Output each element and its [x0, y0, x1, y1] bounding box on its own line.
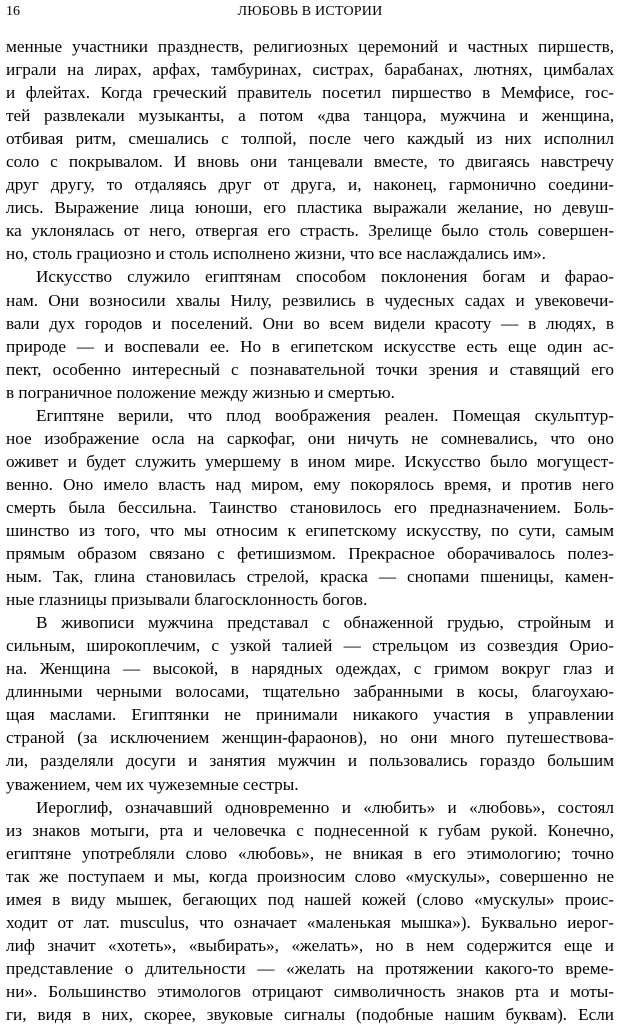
running-title: ЛЮБОВЬ В ИСТОРИИ: [237, 4, 383, 19]
text-line: ные глазницы призывали благосклонность богов.: [6, 590, 368, 610]
text-line: пект, особенно интересный с познавательной точки зрения и ставящий его: [6, 359, 614, 379]
text-line: ходит от лат. musculus, что означает «маленькая мышка»). Буквально иерог-: [6, 912, 614, 932]
text-line: Иероглиф, означавший одновременно и «любить» и «любовь», состоял: [36, 797, 614, 817]
text-line: египтяне употребляли слово «любовь», не вникая в его этимологию; точно: [6, 843, 614, 863]
text-line: так же поступаем и мы, когда произносим слово «мускулы», совершенно не: [6, 866, 614, 886]
text-line: в пограничное положение между жизнью и смертью.: [6, 382, 395, 402]
text-line: природе — и воспевали ее. Но в египетском искусстве есть еще один ас-: [6, 336, 614, 356]
text-line: сильным, широкоплечим, с узкой талией — стрельцом из созвездия Орио-: [6, 636, 614, 656]
text-line: ли, разделяли досуги и занятия мужчин и пользовались гораздо большим: [6, 751, 614, 771]
text-line: отбивая ритм, смешались с толпой, после чего каждый из них исполнил: [6, 129, 614, 149]
text-line: В живописи мужчина представал с обнаженной грудью, стройным и: [36, 613, 614, 633]
text-line: соло с покрывалом. И вновь они танцевали вместе, то двигаясь навстречу: [6, 152, 614, 172]
text-line: из знаков мотыги, рта и человечка с поднесенной к губам рукой. Конечно,: [6, 820, 614, 840]
text-line: щая маслами. Египтянки не принимали никакого участия в управлении: [6, 705, 614, 725]
text-line: лиф значит «хотеть», «выбирать», «желать», но в нем содержится еще и: [6, 935, 614, 955]
text-line: нам. Они возносили хвалы Нилу, резвились в чудесных садах и увековечи-: [6, 290, 614, 310]
text-line: Искусство служило египтянам способом поклонения богам и фарао-: [36, 267, 614, 287]
text-line: и флейтах. Когда греческий правитель посетил пиршество в Мемфисе, гос-: [6, 83, 614, 103]
text-line: играли на лирах, арфах, тамбуринах, систрах, барабанах, лютнях, цимбалах: [6, 60, 614, 80]
text-line: имея в виду мышек, бегающих под нашей кожей (слово «мускулы» проис-: [6, 889, 614, 909]
page-header: [0, 2, 620, 22]
text-line: венно. Оно имело власть над миром, ему покорялось время, и против него: [6, 474, 614, 494]
text-line: ное изображение осла на саркофаг, они ничуть не сомневались, что оно: [6, 428, 614, 448]
text-line: друг другу, то отдаляясь друг от друга, и, наконец, гармонично соедини-: [6, 175, 614, 195]
text-line: оживет и будет служить умершему в ином мире. Искусство было могущест-: [6, 451, 614, 471]
text-line: смерть была бессильна. Таинство становилось его предназначением. Боль-: [6, 497, 614, 517]
text-line: прямым образом связано с фетишизмом. Прекрасное оборачивалось полез-: [6, 544, 614, 564]
text-line: ка уклонялась от него, отвергая его страсть. Зрелище было столь совершен-: [6, 221, 614, 241]
text-line: страной (за исключением женщин-фараонов), но они много путешествова-: [6, 728, 614, 748]
text-line: лись. Выражение лица юноши, его пластика выражали желание, но девуш-: [6, 198, 614, 218]
text-line: ги, видя в них, скорее, звуковые сигналы (подобные нашим буквам). Если: [6, 1004, 614, 1024]
body-text: [6, 35, 614, 1026]
text-line: длинными черными волосами, тщательно забранными в косы, благоухаю-: [6, 682, 614, 702]
text-line: вали дух городов и поселений. Они во всем видели красоту — в людях, в: [6, 313, 614, 333]
text-line: ни». Большинство этимологов отрицают символичность знаков рта и моты-: [6, 981, 614, 1001]
text-line: представление о длительности — «желать на протяжении какого-то време-: [6, 958, 614, 978]
text-line: уважением, чем их чужеземные сестры.: [6, 774, 299, 794]
text-line: шинство из того, что мы относим к египетскому искусству, по сути, самым: [6, 520, 614, 540]
text-line: Египтяне верили, что плод воображения реален. Помещая скульптур-: [36, 405, 614, 425]
text-line: но, столь грациозно и столь исполнено жизни, что все наслаждались им».: [6, 244, 546, 264]
page-number: 16: [6, 4, 20, 19]
text-line: на. Женщина — высокой, в нарядных одеждах, с гримом вокруг глаз и: [6, 659, 614, 679]
text-line: ным. Так, глина становилась стрелой, краска — снопами пшеницы, камен-: [6, 567, 614, 587]
text-line: менные участники празднеств, религиозных церемоний и частных пиршеств,: [6, 37, 614, 56]
text-line: тей развлекали музыканты, а потом «два танцора, мужчина и женщина,: [6, 106, 614, 126]
